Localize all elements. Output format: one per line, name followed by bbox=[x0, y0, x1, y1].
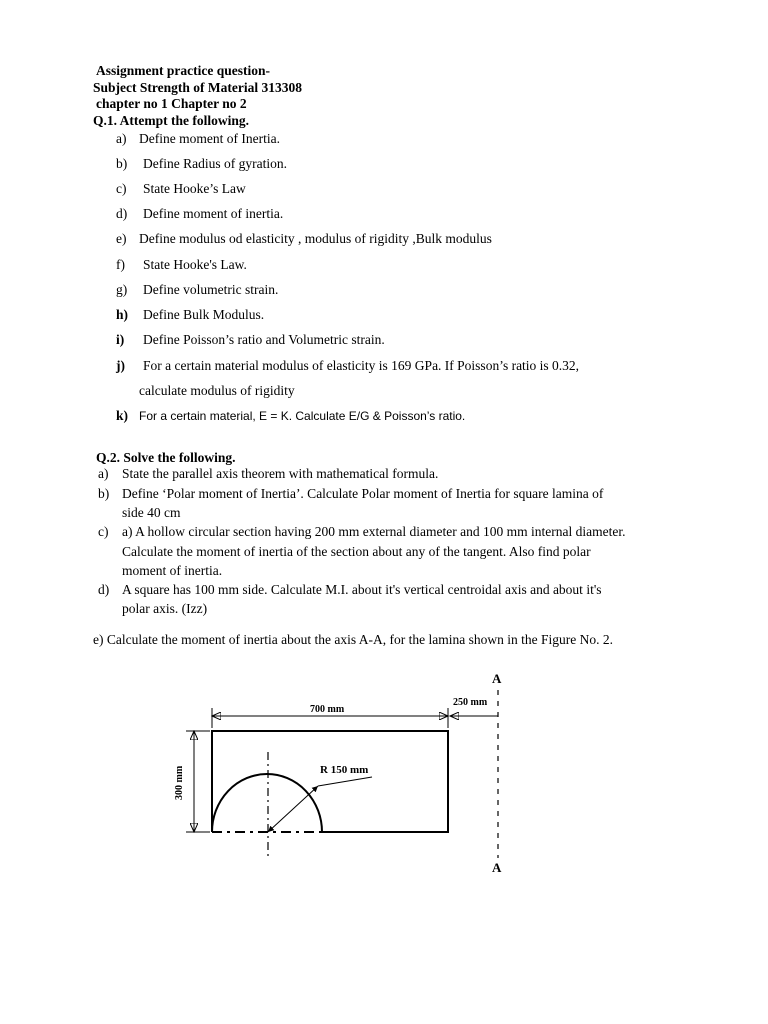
width-label: 700 mm bbox=[310, 704, 345, 715]
q1-item-j-continued: calculate modulus of rigidity bbox=[139, 383, 295, 398]
radius-arrow bbox=[268, 786, 318, 832]
q2-item-text: A square has 100 mm side. Calculate M.I. about it's vertical centroidal axis and about it's bbox=[122, 582, 602, 597]
q2-item-text: Define ‘Polar moment of Inertia’. Calculate Polar moment of Inertia for square lamina of bbox=[122, 486, 604, 501]
q1-item-text: Define Bulk Modulus. bbox=[143, 307, 265, 322]
height-label: 300 mm bbox=[174, 765, 185, 800]
q1-item-label: c) bbox=[116, 181, 127, 196]
q2-item-label: b) bbox=[98, 486, 110, 501]
q2-item-d-continued: polar axis. (Izz) bbox=[122, 601, 208, 616]
q1-item-text: For a certain material modulus of elasticity is 169 GPa. If Poisson’s ratio is 0.32, bbox=[143, 358, 580, 373]
q2-item-text: a) A hollow circular section having 200 mm external diameter and 100 mm internal diameter. bbox=[122, 524, 626, 539]
q1-item-text: Define moment of inertia. bbox=[143, 206, 284, 221]
q1-item-label: b) bbox=[116, 156, 128, 171]
q1-item-label: e) bbox=[116, 231, 127, 246]
chapter-line: chapter no 1 Chapter no 2 bbox=[96, 96, 247, 111]
q1-item-text: Define Radius of gyration. bbox=[143, 156, 287, 171]
q1-item-label: k) bbox=[116, 408, 129, 423]
q1-item-text: For a certain material, E = K. Calculate E/G & Poisson’s ratio. bbox=[139, 409, 466, 423]
q1-item-text: Define Poisson’s ratio and Volumetric strain. bbox=[143, 332, 385, 347]
q1-item-text: Define volumetric strain. bbox=[143, 282, 279, 297]
radius-leader bbox=[318, 777, 372, 786]
radius-label: R 150 mm bbox=[320, 764, 369, 776]
assignment-title: Assignment practice question- bbox=[96, 63, 270, 78]
q2-item-c-continued-2: moment of inertia. bbox=[122, 563, 223, 578]
q2-item-c-continued-1: Calculate the moment of inertia of the section about any of the tangent. Also find polar bbox=[122, 544, 591, 559]
q1-item-text: Define moment of Inertia. bbox=[139, 131, 280, 146]
q1-item-label: a) bbox=[116, 131, 127, 146]
q2-item-text: State the parallel axis theorem with mathematical formula. bbox=[122, 466, 439, 481]
q1-item-label: j) bbox=[116, 358, 125, 373]
semicircle-cutout bbox=[212, 774, 322, 832]
q2-item-label: c) bbox=[98, 524, 109, 539]
q1-item-text: State Hooke’s Law bbox=[143, 181, 246, 196]
q1-item-label: g) bbox=[116, 282, 128, 297]
q1-title: Q.1. Attempt the following. bbox=[93, 113, 249, 128]
subject-line: Subject Strength of Material 313308 bbox=[93, 80, 302, 95]
q1-item-text: State Hooke's Law. bbox=[143, 257, 247, 272]
q2-item-label: a) bbox=[98, 466, 109, 481]
q1-item-label: h) bbox=[116, 307, 129, 322]
q1-item-label: f) bbox=[116, 257, 125, 272]
q2-item-label: d) bbox=[98, 582, 110, 597]
q1-item-label: d) bbox=[116, 206, 128, 221]
axis-label-bottom: A bbox=[492, 860, 502, 875]
q1-item-label: i) bbox=[116, 332, 125, 347]
q2-item-e: e) Calculate the moment of inertia about the axis A-A, for the lamina shown in the Figure No. 2. bbox=[93, 632, 613, 647]
q1-item-text: Define modulus od elasticity , modulus of rigidity ,Bulk modulus bbox=[139, 231, 492, 246]
q2-item-b-continued: side 40 cm bbox=[122, 505, 181, 520]
axis-label-top: A bbox=[492, 671, 502, 686]
offset-label: 250 mm bbox=[453, 697, 488, 708]
q2-title: Q.2. Solve the following. bbox=[96, 450, 236, 465]
lamina-outline bbox=[212, 731, 448, 832]
